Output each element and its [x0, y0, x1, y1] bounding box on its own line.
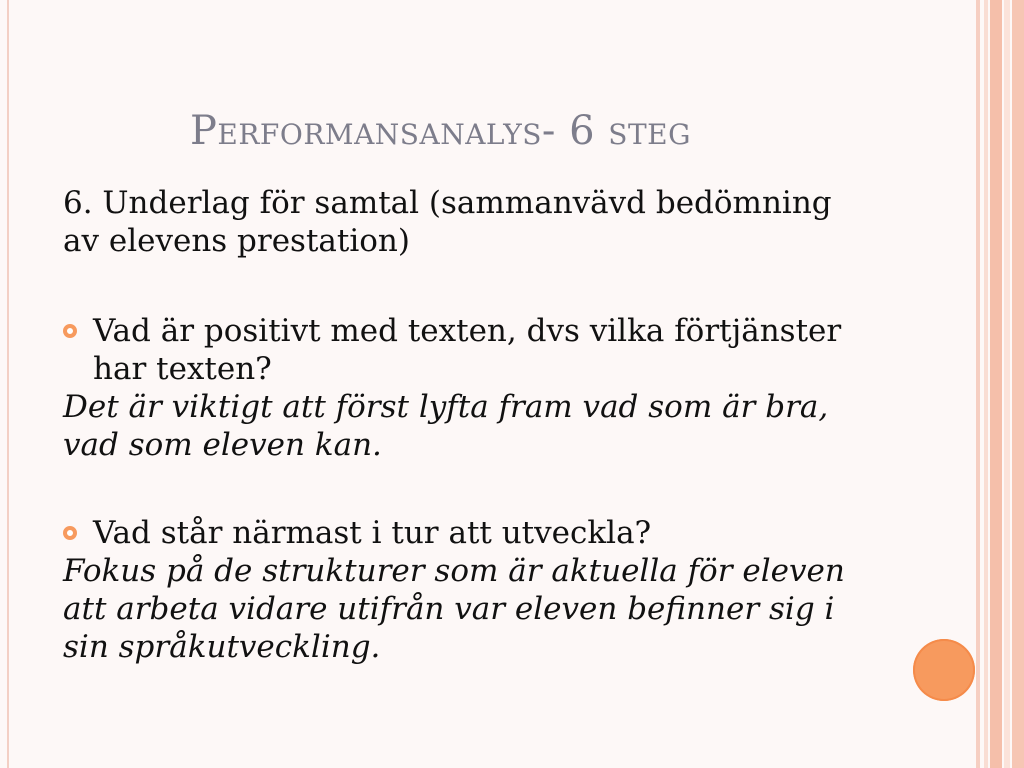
decorative-stripe	[984, 0, 988, 768]
note-text: Fokus på de strukturer som är aktuella för eleven	[63, 553, 845, 589]
note-text: Det är viktigt att först lyfta fram vad som är bra,	[63, 389, 829, 425]
bullet-circle-icon	[63, 526, 77, 540]
left-border-line	[7, 0, 9, 768]
decorative-stripe	[1004, 0, 1010, 768]
bullet-text: Vad står närmast i tur att utveckla?	[93, 515, 652, 551]
bullet-text: har texten?	[93, 351, 272, 387]
decorative-stripe	[976, 0, 980, 768]
slide-title: Performansanalys- 6 steg	[190, 108, 691, 154]
slide-body	[63, 184, 863, 666]
decorative-stripe	[1012, 0, 1024, 768]
note-text: vad som eleven kan.	[63, 427, 382, 463]
bullet-item	[63, 312, 863, 388]
bullet-item	[63, 514, 863, 552]
note-text: att arbeta vidare utifrån var eleven befinner sig i	[63, 591, 835, 627]
bullet-text: Vad är positivt med texten, dvs vilka förtjänster	[93, 313, 842, 349]
bullet-circle-icon	[63, 324, 77, 338]
decorative-stripe	[990, 0, 1002, 768]
decorative-circle	[913, 639, 975, 701]
intro-line: 6. Underlag för samtal (sammanvävd bedömning	[63, 185, 832, 221]
note-text: sin språkutveckling.	[63, 629, 381, 665]
intro-line: av elevens prestation)	[63, 223, 410, 259]
